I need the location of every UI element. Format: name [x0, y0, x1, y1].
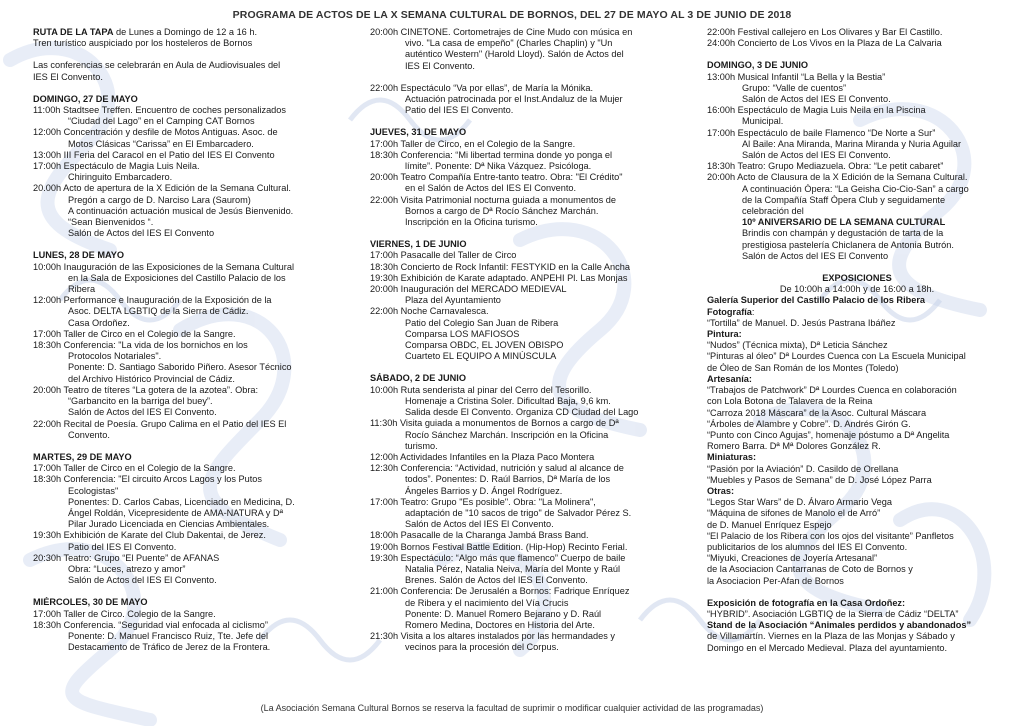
event-line: 21:00h Conferencia: De Jerusalén a Bornos: Fadrique Enríquez [370, 586, 630, 597]
event-line: 11:30h Visita guiada a monumentos de Bornos a cargo de Dª [370, 418, 619, 429]
exhibit-line: “El Palacio de los Ribera con los ojos del visitante” Panfletos [707, 530, 954, 541]
day-heading: VIERNES, 1 DE JUNIO [370, 239, 467, 250]
event-line: 17:00h Teatro: Grupo "Es posible". Obra: "La Molinera", [370, 496, 596, 507]
event-line: “Sean Bienvenidos “. [68, 217, 154, 228]
stand-heading: Stand de la Asociación “Animales perdidos y abandonados” [707, 620, 972, 631]
event-line: 22:00h Espectáculo “Va por ellas”, de María la Mónika. [370, 82, 593, 93]
day-heading: DOMINGO, 27 DE MAYO [33, 93, 138, 104]
event-line: 17:00h Taller de Circo. Colegio de la Sangre. [33, 608, 216, 619]
event-line: Patio del IES El Convento. [405, 105, 514, 116]
column-left [33, 27, 351, 653]
event-line: celebración del [742, 206, 804, 217]
event-line: turismo. [405, 440, 438, 451]
footer-disclaimer: (La Asociación Semana Cultural Bornos se reserva la facultad de suprimir o modificar cualquier actividad de las programadas) [260, 703, 764, 713]
exhibit-line: publicitarios de los alumnos del IES El Convento. [707, 541, 908, 552]
event-line: 20:00h Teatro Compañía Entre-tanto teatro. Obra: "El Crédito" [370, 172, 623, 183]
event-line: 19:30h Espectáculo: “Algo más que flamenco” Cuerpo de baile [370, 552, 626, 563]
event-line: Destacamento de Tráfico de Jerez de la Frontera. [68, 642, 271, 653]
event-line: vivo. "La casa de empeño" (Charles Chaplin) y "Un [405, 38, 613, 49]
event-line: vecinos para la procesión del Corpus. [405, 642, 559, 653]
event-line: Pregón a cargo de D. Narciso Lara (Saurom) [68, 194, 251, 205]
event-line: 22:00h Festival callejero en Los Olivares y Bar El Castillo. [707, 27, 943, 37]
event-line: 20.00h Acto de apertura de la X Edición de la Semana Cultural. [33, 183, 291, 194]
event-line: 18:30h Concierto de Rock Infantil: FESTYKID en la Calle Ancha [370, 261, 630, 272]
exhibit-line: “Nudos” (Técnica mixta), Dª Leticia Sánchez [707, 340, 888, 351]
event-line: 11:00h Stadtsee Treffen. Encuentro de coches personalizados [33, 105, 286, 116]
event-line: Motos Clásicas “Carissa” en El Embarcadero. [68, 138, 254, 149]
event-line: 12:00h Performance e Inauguración de la Exposición de la [33, 295, 272, 306]
event-line: Ponentes: D. Carlos Cabas, Licenciado en Medicina, D. [68, 496, 295, 507]
day-heading: DOMINGO, 3 DE JUNIO [707, 60, 809, 71]
event-line: Ponente: D. Manuel Romero Bejarano y D. Raúl [405, 608, 602, 619]
event-line: 22:00h Recital de Poesía. Grupo Calima en el Patio del IES El [33, 418, 287, 429]
category-heading: Pintura: [707, 329, 742, 340]
event-line: 22:00h Noche Carnavalesca. [370, 306, 489, 317]
event-line: 17:00h Taller de Circo en el Colegio de la Sangre. [33, 463, 236, 474]
event-line: 10:00h Inauguración de las Exposiciones de la Semana Cultural [33, 261, 294, 272]
event-line: 18:30h Conferencia: "El circuito Arcos Lagos y los Putos [33, 474, 262, 485]
exhibit-line: de Óleo de San Román de los Montes (Toledo) [707, 362, 899, 373]
event-line: Salón de Actos del IES El Convento [68, 228, 215, 239]
event-line: 13:00h III Feria del Caracol en el Patio del IES El Convento [33, 149, 275, 160]
exhibit-line: Domingo en el Mercado Medieval. Plaza del ayuntamiento. [707, 642, 948, 653]
event-line: 22:00h Visita Patrimonial nocturna guiada a monumentos de [370, 194, 617, 205]
day-heading: MARTES, 29 DE MAYO [33, 451, 132, 462]
event-line: Ángeles Barrios y D. Ángel Rodríguez. [405, 485, 563, 496]
event-line: IES El Convento. [405, 60, 475, 71]
event-line: Salón de Actos del IES El Convento. [405, 519, 554, 530]
exhibit-line: “Tortilla” de Manuel. D. Jesús Pastrana Ibáñez [707, 317, 896, 328]
text-line: Las conferencias se celebrarán en Aula de Audiovisuales del [33, 60, 281, 71]
day-heading: SÁBADO, 2 DE JUNIO [370, 373, 466, 384]
event-line: de la Compañía Staff Ópera Club y seguidamente [742, 194, 946, 205]
event-line: Rocío Sánchez Marchán. Inscripción en la Oficina [405, 429, 609, 440]
column-middle [370, 27, 686, 654]
event-line: Ponente: D. Santiago Saborido Piñero. Asesor Técnico [68, 362, 292, 373]
event-line: Plaza del Ayuntamiento [405, 295, 501, 306]
event-line: Obra: “Luces, atrezo y amor” [68, 563, 186, 574]
category-heading: Miniaturas: [707, 452, 757, 463]
day-heading: LUNES, 28 DE MAYO [33, 250, 125, 261]
event-line: auténtico Western" (Harold Lloyd). Salón de Actos del [405, 49, 624, 60]
event-line: todos”. Ponentes: D. Raúl Barrios, Dª María de los [405, 474, 611, 485]
event-line: Salón de Actos del IES El Convento. [742, 150, 891, 161]
category-heading: Otras: [707, 485, 735, 496]
event-line: 18:30h Conferencia: “Mi libertad termina donde yo ponga el [370, 149, 613, 160]
event-line: A continuación Ópera: “La Geisha Cio-Cio-San” a cargo [742, 183, 969, 194]
tapa-route-line [33, 27, 351, 38]
event-line: 18:30h Conferencia: "La vida de los bornichos en los [33, 340, 248, 351]
anniversary-heading: 10º ANIVERSARIO DE LA SEMANA CULTURAL [742, 217, 946, 228]
exhibit-line: de la Asociacion Cantarranas de Coto de Bornos y [707, 564, 913, 575]
event-line: Homenaje a Cristina Soler. Dificultad Baja, 9,6 km. [405, 395, 611, 406]
photo-exhibition-heading: Exposición de fotografía en la Casa Ordoñez: [707, 597, 906, 608]
event-line: Inscripción en la Oficina turismo. [405, 217, 538, 228]
event-line: límite”. Ponente: Dª Nika Vázquez. Psicóloga. [405, 161, 592, 172]
event-line: Salón de Actos del IES El Convento. [742, 94, 891, 105]
event-line: en el Salón de Actos del IES El Convento. [405, 183, 577, 194]
exhibit-line: “Pinturas al óleo” Dª Lourdes Cuenca con La Escuela Municipal [707, 351, 966, 362]
exhibit-line: “Trabajos de Patchwork” Dª Lourdes Cuenca en colaboración [707, 385, 957, 396]
event-line: Protocolos Notariales". [68, 351, 162, 362]
tapa-route-label: RUTA DE LA TAPA [33, 27, 114, 37]
event-line: Patio del IES El Convento. [68, 541, 177, 552]
exhibitions-heading: EXPOSICIONES [822, 273, 892, 284]
event-line: Bornos a cargo de Dª Rocío Sánchez Marchán. [405, 205, 599, 216]
event-line: 21:30h Visita a los altares instalados por las hermandades y [370, 631, 615, 642]
event-line: 17:00h Espectáculo de Magia Luis Neila. [33, 161, 200, 172]
day-heading: MIÉRCOLES, 30 DE MAYO [33, 597, 148, 608]
event-line: del Archivo Histórico Provincial de Cádiz. [68, 373, 235, 384]
event-line: 17:00h Pasacalle del Taller de Circo [370, 250, 517, 261]
event-line: 20:00h Teatro de títeres “La gotera de la azotea”. Obra: [33, 384, 259, 395]
event-line: Comparsa OBDC, EL JOVEN OBISPO [405, 340, 564, 351]
exhibit-line: “Carroza 2018 Máscara” de la Asoc. Cultural Máscara [707, 407, 927, 418]
event-line: 24:00h Concierto de Los Vivos en la Plaza de La Calvaria [707, 38, 942, 49]
exhibit-line: de Villamartín. Viernes en la Plaza de las Monjas y Sábado y [707, 631, 955, 642]
event-line: Grupo: “Valle de cuentos” [742, 82, 847, 93]
exhibit-line: “Miyuki, Creaciones de Joyería Artesanal” [707, 553, 878, 564]
event-line: 13:00h Musical Infantil “La Bella y la Bestia” [707, 71, 886, 82]
event-line: “Garbancito en la barriga del buey”. [68, 396, 213, 407]
exhibit-line: “HYBRID”. Asociación LGBTIQ de la Sierra de Cádiz “DELTA” [707, 608, 959, 619]
exhibit-line: “Muebles y Pasos de Semana” de D. José López Parra [707, 474, 932, 485]
event-line: 17:00h Taller de Circo, en el Colegio de la Sangre. [370, 138, 576, 149]
event-line: Convento. [68, 429, 110, 440]
event-line: 19:00h Bornos Festival Battle Edition. (Hip-Hop) Recinto Ferial. [370, 541, 628, 552]
event-line: Ecologistas" [68, 485, 119, 496]
event-line: Brenes. Salón de Actos del IES El Convento. [405, 575, 588, 586]
event-line: 12:00h Actividades Infantiles en la Plaza Paco Montera [370, 451, 595, 462]
event-line: 18:30h Conferencia. “Seguridad vial enfocada al ciclismo” [33, 619, 268, 630]
event-line: Natalia Pérez, Natalia Neiva, María del Monte y Raúl [405, 563, 620, 574]
event-line: adaptación de "10 sacos de trigo" de Salvador Pérez S. [405, 507, 632, 518]
tapa-route-schedule: de Lunes a Domingo de 12 a 16 h. [113, 27, 258, 37]
event-line: 19:30h Exhibición de Karate adaptado. ANPEHI Pl. Las Monjas [370, 272, 628, 283]
category-line [707, 307, 1007, 318]
category-colon: : [751, 306, 755, 317]
exhibit-line: “Pasión por la Aviación” D. Casildo de Orellana [707, 463, 899, 474]
event-line: Salón de Actos del IES El Convento. [68, 575, 217, 586]
event-line: Brindis con champán y degustación de tarta de la [742, 228, 944, 239]
event-line: 16:00h Espectáculo de Magia Luis Neila en la Piscina [707, 105, 926, 116]
exhibit-line: con Lola Botona de Talavera de la Reina [707, 396, 873, 407]
event-line: “Ciudad del Lago” en el Camping CAT Bornos [68, 116, 255, 127]
exhibit-line: Romero Barra. Dª Mª Dolores González R. [707, 441, 881, 452]
event-line: en la Sala de Exposiciones del Castillo Palacio de los [68, 272, 286, 283]
event-line: Comparsa LOS MAFIOSOS [405, 328, 520, 339]
event-line: Salón de Actos del IES El Convento [742, 250, 889, 261]
event-line: Ponente: D. Manuel Francisco Ruiz, Tte. Jefe del [68, 630, 269, 641]
exhibit-line: “Máquina de sifones de Manolo el de Arró” [707, 508, 881, 519]
event-line: 12:30h Conferencia: “Actividad, nutrición y salud al alcance de [370, 463, 624, 474]
event-line: 17:00h Espectáculo de baile Flamenco “De Norte a Sur” [707, 127, 936, 138]
gallery-heading: Galería Superior del Castillo Palacio de los Ribera [707, 295, 926, 306]
event-line: Salón de Actos del IES El Convento. [68, 407, 217, 418]
event-line: A continuación actuación musical de Jesús Bienvenido. [68, 205, 294, 216]
event-line: prestigiosa pastelería Chiclanera de Antonia Butrón. [742, 239, 954, 250]
event-line: Asoc. DELTA LGBTIQ de la Sierra de Cádiz. [68, 306, 249, 317]
page-title: PROGRAMA DE ACTOS DE LA X SEMANA CULTURAL DE BORNOS, DEL 27 DE MAYO AL 3 DE JUNIO DE 2018 [232, 9, 792, 21]
column-right [707, 27, 1007, 654]
event-line: Pilar Jurado Licenciada en Ciencias Ambientales. [68, 519, 270, 530]
event-line: 12:00h Concentración y desfile de Motos Antiguas. Asoc. de [33, 127, 278, 138]
event-line: 20:00h CINETONE. Cortometrajes de Cine Mudo con música en [370, 27, 633, 37]
text-line: Tren turístico auspiciado por los hosteleros de Bornos [33, 38, 253, 49]
event-line: 18:00h Pasacalle de la Charanga Jambá Brass Band. [370, 530, 589, 541]
event-line: Romero Medina, Doctores en Historia del Arte. [405, 619, 595, 630]
event-line: Chiringuito Embarcadero. [68, 172, 173, 183]
event-line: 18:30h Teatro: Grupo Mediazuela. Obra: “Le petit cabaret” [707, 161, 944, 172]
event-line: Casa Ordoñez. [68, 317, 130, 328]
exhibit-line: la Asociacion Per-Afan de Bornos [707, 575, 844, 586]
exhibitions-hours: De 10:00h a 14:00h y de 16:00 a 18h. [779, 284, 935, 295]
event-line: 10:00h Ruta senderista al pinar del Cerro del Tesorillo. [370, 384, 592, 395]
event-line: 20:00h Acto de Clausura de la X Edición de la Semana Cultural. [707, 172, 968, 183]
exhibit-line: “Árboles de Alambre y Cobre”. D. Andrés Girón G. [707, 418, 911, 429]
event-line: 20:00h Inauguración del MERCADO MEDIEVAL [370, 284, 567, 295]
event-line: Actuación patrocinada por el Inst.Andaluz de la Mujer [405, 94, 623, 105]
category-heading: Fotografía [707, 306, 752, 317]
event-line: Al Baile: Ana Miranda, Marina Miranda y Nuria Aguilar [742, 138, 962, 149]
event-line: Municipal. [742, 116, 784, 127]
text-line: IES El Convento. [33, 71, 103, 82]
event-line: Ángel Roldán, Vicepresidente de AMA-NATURA y Dª [68, 507, 283, 518]
event-line: de Ribera y el nacimiento del Vía Crucis [405, 597, 569, 608]
event-line: Cuarteto EL EQUIPO A MINÚSCULA [405, 351, 557, 362]
event-line: 17:00h Taller de Circo en el Colegio de la Sangre. [33, 328, 236, 339]
event-line: Salida desde El Convento. Organiza CD Ciudad del Lago [405, 407, 639, 418]
exhibit-line: de D. Manuel Enríquez Espejo [707, 519, 832, 530]
event-line: 20:30h Teatro: Grupo “El Puente” de AFANAS [33, 552, 220, 563]
exhibit-line: “Legos Star Wars” de D. Álvaro Armario Vega [707, 497, 893, 508]
event-line: 19:30h Exhibición de Karate del Club Dakentai, de Jerez. [33, 530, 266, 541]
category-heading: Artesanía: [707, 373, 752, 384]
exhibit-line: “Punto con Cinco Agujas”, homenaje póstumo a Dª Angelita [707, 429, 950, 440]
event-line: Ribera [68, 284, 96, 295]
event-line: Patio del Colegio San Juan de Ribera [405, 317, 559, 328]
day-heading: JUEVES, 31 DE MAYO [370, 127, 467, 138]
